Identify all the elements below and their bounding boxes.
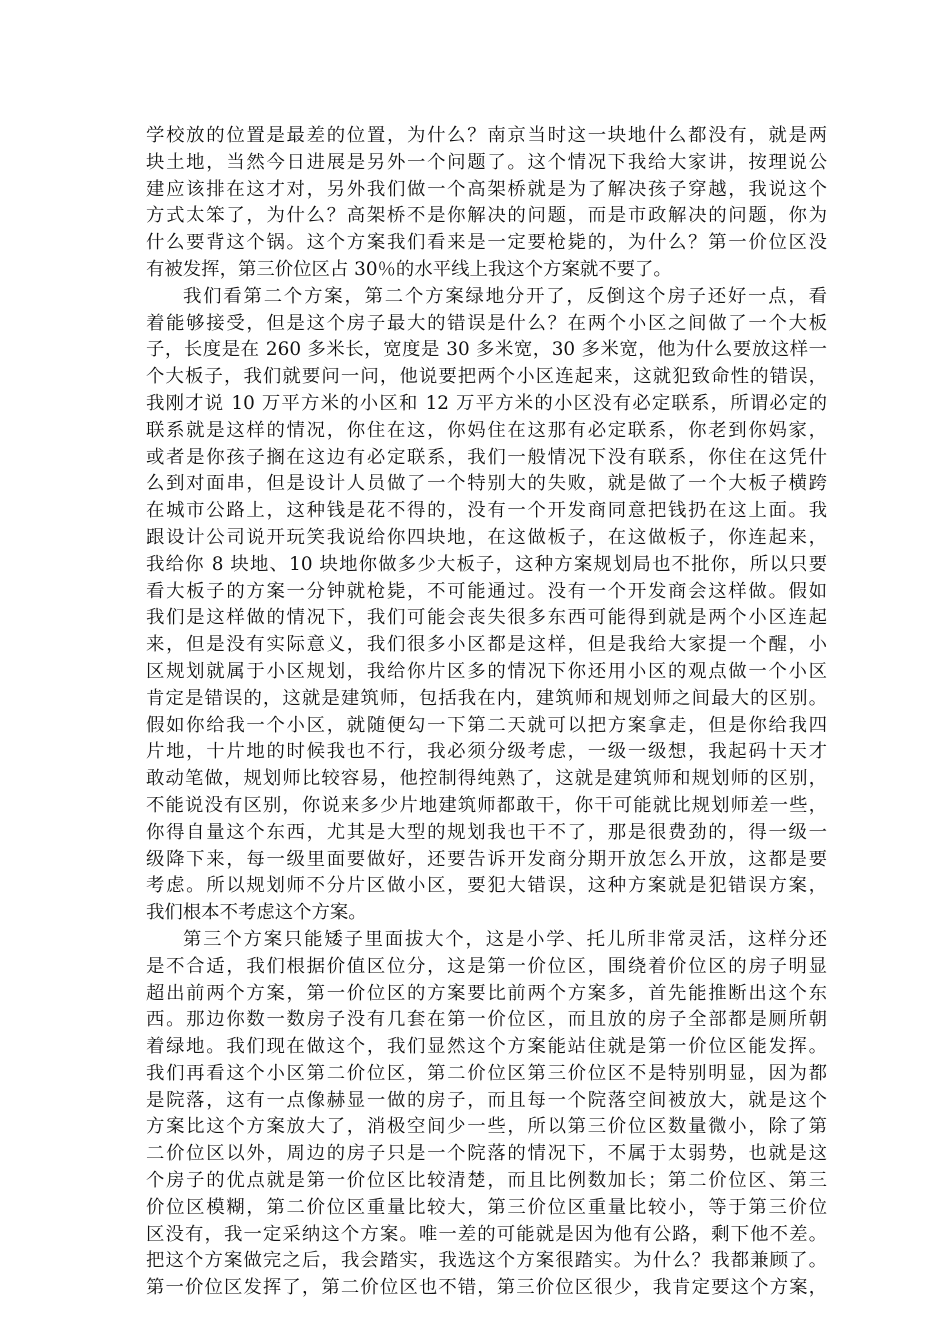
paragraph-2: [146, 284, 827, 927]
text-line: 块土地，当然今日进展是另外一个问题了。这个情况下我给大家讲，按理说公: [146, 151, 827, 173]
text-line: 学校放的位置是最差的位置，为什么？南京当时这一块地什么都没有，就是两: [146, 125, 827, 146]
text-line: 个房子的优点就是第一价位区比较清楚，而且比例数加长；第二价位区、第三: [146, 1170, 827, 1192]
text-line: 第一价位区发挥了，第二价位区也不错，第三价位区很少，我肯定要这个方案，: [146, 1277, 827, 1299]
text-line: 假如你给我一个小区，就随便勾一下第二天就可以把方案拿走，但是你给我四: [146, 714, 827, 736]
text-line: 在城市公路上，这种钱是花不得的，没有一个开发商同意把钱扔在这上面。我: [146, 500, 827, 522]
text-line: 么到对面串，但是设计人员做了一个特别大的失败，就是做了一个大板子横跨: [146, 473, 827, 495]
text-line: 肯定是错误的，这就是建筑师，包括我在内，建筑师和规划师之间最大的区别。: [146, 687, 827, 709]
text-line: 区规划就属于小区规划，我给你片区多的情况下你还用小区的观点做一个小区: [146, 660, 827, 682]
text-line: 建应该排在这才对，另外我们做一个高架桥就是为了解决孩子穿越，我说这个: [146, 178, 827, 200]
text-line: 价位区模糊，第二价位区重量比较大，第三价位区重量比较小，等于第三价位: [146, 1196, 827, 1218]
text-line: 子，长度是在 260 多米长，宽度是 30 多米宽，30 多米宽，他为什么要放这样一: [146, 339, 827, 361]
text-line: 级降下来，每一级里面要做好，还要告诉开发商分期开放怎么开放，这都是要: [146, 848, 827, 870]
text-line: 方案比这个方案放大了，消极空间少一些，所以第三价位区数量微小，除了第: [146, 1116, 827, 1138]
text-line: 看大板子的方案一分钟就枪毙，不可能通过。没有一个开发商会这样做。假如: [146, 580, 827, 602]
text-line: 片地，十片地的时候我也不行，我必须分级考虑，一级一级想，我起码十天才: [146, 741, 827, 763]
text-line: 敢动笔做，规划师比较容易，他控制得纯熟了，这就是建筑师和规划师的区别，: [146, 768, 827, 790]
text-line: 来，但是没有实际意义，我们很多小区都是这样，但是我给大家提一个醒，小: [146, 634, 827, 656]
text-line: 不能说没有区别，你说来多少片地建筑师都敢干，你干可能就比规划师差一些，: [146, 794, 827, 816]
text-line: 我们看第二个方案，第二个方案绿地分开了，反倒这个房子还好一点，看: [183, 285, 827, 307]
text-line: 西。那边你数一数房子没有几套在第一价位区，而且放的房子全部都是厕所朝: [146, 1009, 827, 1031]
text-line: 二价位区以外，周边的房子只是一个院落的情况下，不属于太弱势，也就是这: [146, 1143, 827, 1165]
paragraph-3: [146, 927, 827, 1302]
text-line: 是不合适，我们根据价值区位分，这是第一价位区，围绕着价位区的房子明显: [146, 955, 827, 977]
text-line: 联系就是这样的情况，你住在这，你妈住在这那有必定联系，你老到你妈家，: [146, 419, 827, 441]
document-body: [146, 123, 827, 1302]
paragraph-1: [146, 123, 827, 284]
text-line: 超出前两个方案，第一价位区的方案要比前两个方案多，首先能推断出这个东: [146, 982, 827, 1004]
text-line: 是院落，这有一点像赫显一做的房子，而且每一个院落空间被放大，就是这个: [146, 1089, 827, 1111]
text-line: 着绿地。我们现在做这个，我们显然这个方案能站住就是第一价位区能发挥。: [146, 1036, 827, 1058]
text-line: 方式太笨了，为什么？高架桥不是你解决的问题，而是市政解决的问题，你为: [146, 205, 827, 227]
text-line: 我刚才说 10 万平方米的小区和 12 万平方米的小区没有必定联系，所谓必定的: [146, 392, 827, 414]
text-line: 你得自量这个东西，尤其是大型的规划我也干不了，那是很费劲的，得一级一: [146, 821, 827, 843]
text-line: 跟设计公司说开玩笑我说给你四块地，在这做板子，在这做板子，你连起来，: [146, 526, 827, 548]
text-line: 我给你 8 块地、10 块地你做多少大板子，这种方案规划局也不批你，所以只要: [146, 553, 827, 575]
text-line: 个大板子，我们就要问一问，他说要把两个小区连起来，这就犯致命性的错误，: [146, 366, 827, 388]
text-line: 或者是你孩子搁在这边有必定联系，我们一般情况下没有联系，你住在这凭什: [146, 446, 827, 468]
text-line: 区没有，我一定采纳这个方案。唯一差的可能就是因为他有公路，剩下他不差。: [146, 1223, 827, 1245]
text-line: 什么要背这个锅。这个方案我们看来是一定要枪毙的，为什么？第一价位区没: [146, 232, 827, 254]
text-line: 有被发挥，第三价位区占 30％的水平线上我这个方案就不要了。: [146, 258, 672, 280]
text-line: 我们再看这个小区第二价位区，第二价位区第三价位区不是特别明显，因为都: [146, 1062, 827, 1084]
text-line: 我们根本不考虑这个方案。: [146, 902, 367, 924]
text-line: 考虑。所以规划师不分片区做小区，要犯大错误，这种方案就是犯错误方案，: [146, 875, 827, 897]
text-line: 着能够接受，但是这个房子最大的错误是什么？在两个小区之间做了一个大板: [146, 312, 827, 334]
text-line: 第三个方案只能矮子里面拔大个，这是小学、托儿所非常灵活，这样分还: [183, 928, 827, 950]
text-line: 我们是这样做的情况下，我们可能会丧失很多东西可能得到就是两个小区连起: [146, 607, 827, 629]
text-line: 把这个方案做完之后，我会踏实，我选这个方案很踏实。为什么？我都兼顾了。: [146, 1250, 827, 1272]
